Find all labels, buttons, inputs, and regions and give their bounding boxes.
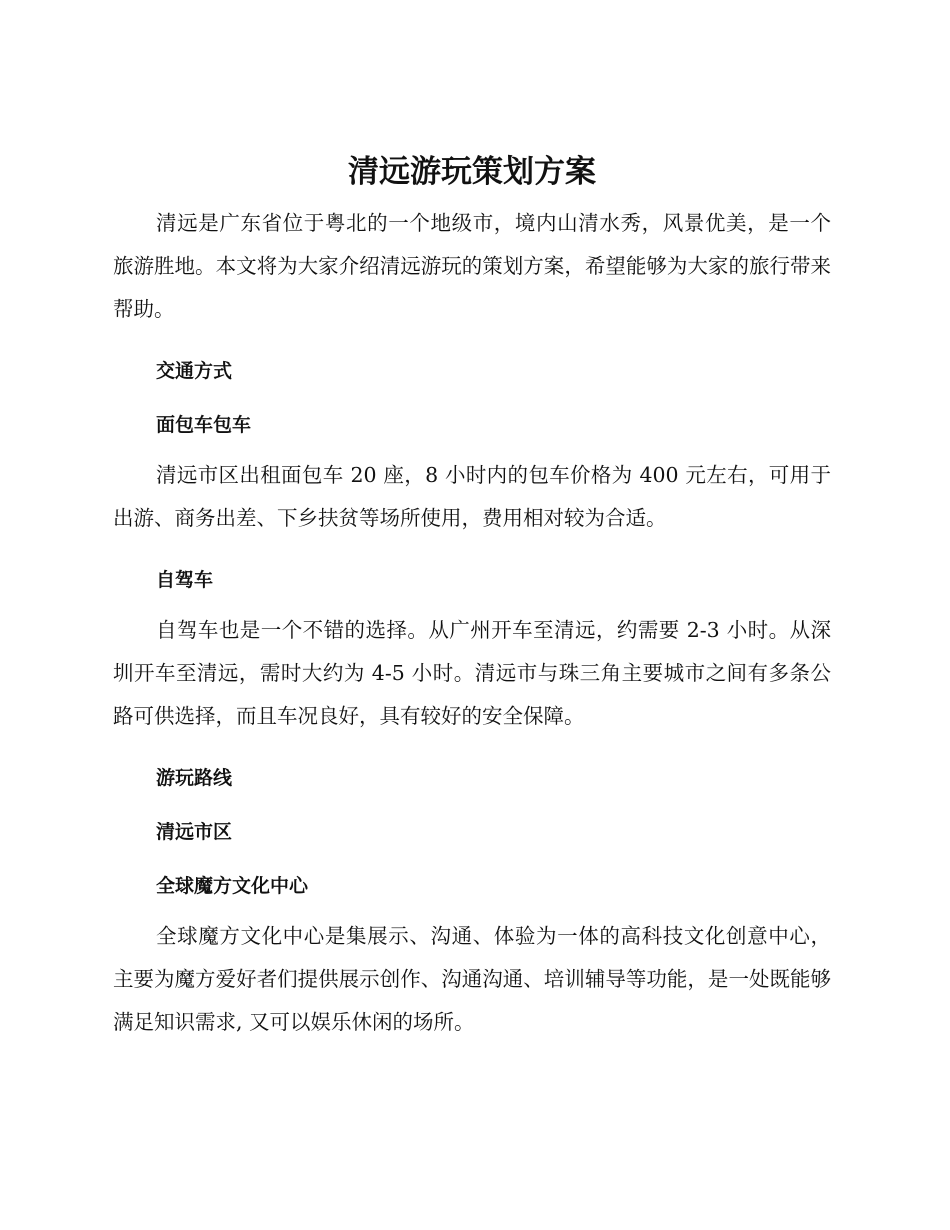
subheading-self-drive: 自驾车	[156, 569, 214, 591]
cube-center-paragraph: 全球魔方文化中心是集展示、沟通、体验为一体的高科技文化创意中心，主要为魔方爱好者们提供展示创作、沟通沟通、培训辅导等功能，是一处既能够满足知识需求, 又可以娱乐休闲的场所。	[113, 924, 831, 1034]
intro-paragraph: 清远是广东省位于粤北的一个地级市，境内山清水秀，风景优美，是一个旅游胜地。本文将为大家介绍清远游玩的策划方案，希望能够为大家的旅行带来帮助。	[113, 211, 831, 321]
subheading-city-area: 清远市区	[156, 821, 233, 843]
document-title: 清远游玩策划方案	[348, 154, 596, 190]
van-charter-paragraph: 清远市区出租面包车 20 座，8 小时内的包车价格为 400 元左右，可用于出游、商务出差、下乡扶贫等场所使用，费用相对较为合适。	[113, 463, 831, 530]
document-page	[113, 148, 831, 1044]
section-heading-transport: 交通方式	[156, 360, 233, 382]
section-heading-routes: 游玩路线	[156, 767, 233, 789]
subheading-cube-center: 全球魔方文化中心	[156, 875, 309, 897]
self-drive-paragraph: 自驾车也是一个不错的选择。从广州开车至清远，约需要 2-3 小时。从深圳开车至清远，需时大约为 4-5 小时。清远市与珠三角主要城市之间有多条公路可供选择，而且车况良好，具有较好的安全保障。	[113, 618, 831, 728]
subheading-van-charter: 面包车包车	[156, 414, 252, 436]
